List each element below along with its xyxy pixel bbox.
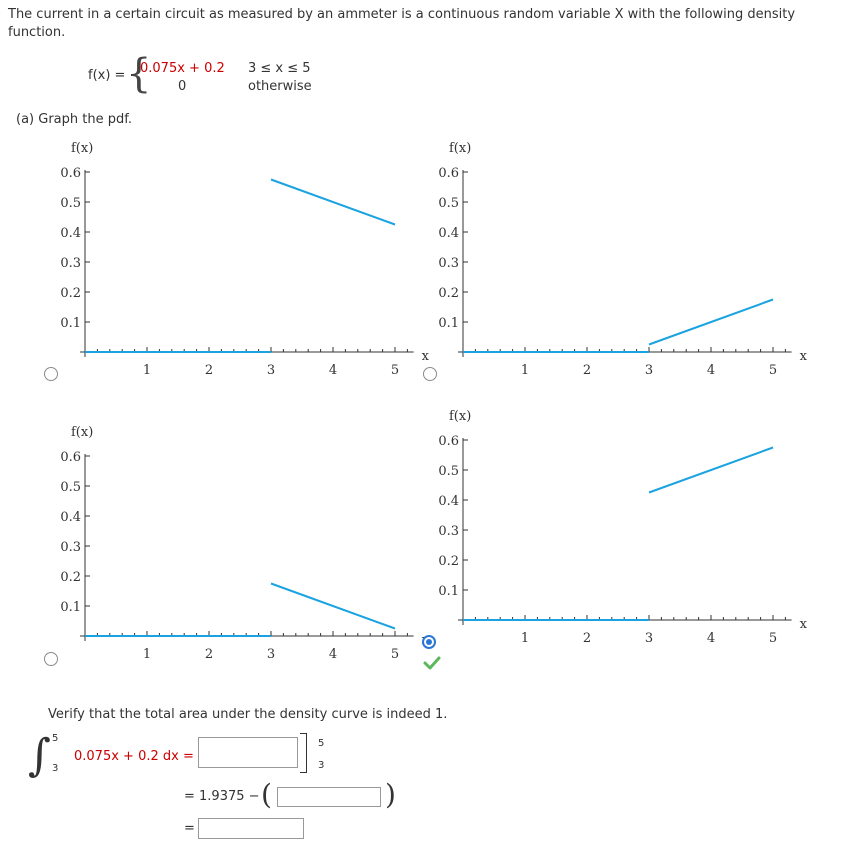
close-paren: ) — [385, 778, 396, 811]
y-axis-label: f(x) — [71, 425, 94, 440]
y-tick-label: 0.5 — [438, 464, 459, 479]
verify-text: Verify that the total area under the density curve is indeed 1. — [48, 707, 448, 722]
radio-graph-2[interactable] — [423, 367, 437, 381]
x-tick-label: 3 — [266, 647, 276, 662]
density-segment — [649, 300, 773, 345]
y-tick-label: 0.2 — [438, 286, 459, 301]
x-axis-label: x — [799, 349, 807, 364]
y-tick-label: 0.3 — [60, 256, 81, 271]
y-tick-label: 0.3 — [60, 540, 81, 555]
y-tick-label: 0.6 — [60, 450, 81, 465]
y-tick-label: 0.3 — [438, 256, 459, 271]
y-axis-label: f(x) — [449, 409, 472, 424]
x-tick-label: 1 — [520, 631, 530, 646]
graph-option-2 — [418, 132, 818, 382]
antiderivative-input[interactable] — [198, 737, 298, 768]
y-tick-label: 0.6 — [60, 166, 81, 181]
x-tick-label: 5 — [390, 647, 400, 662]
y-tick-label: 0.3 — [438, 524, 459, 539]
y-tick-label: 0.1 — [60, 316, 81, 331]
second-equals: = — [184, 821, 195, 836]
y-tick-label: 0.1 — [60, 600, 81, 615]
x-tick-label: 2 — [582, 363, 592, 378]
y-tick-label: 0.6 — [438, 166, 459, 181]
x-tick-label: 3 — [644, 631, 654, 646]
y-tick-label: 0.1 — [438, 584, 459, 599]
x-tick-label: 4 — [706, 363, 716, 378]
y-tick-label: 0.2 — [60, 570, 81, 585]
y-tick-label: 0.2 — [438, 554, 459, 569]
x-axis-label: x — [799, 617, 807, 632]
x-tick-label: 3 — [266, 363, 276, 378]
open-paren: ( — [261, 778, 272, 811]
integral-lower-limit: 3 — [52, 763, 59, 774]
total-area-input[interactable] — [198, 818, 304, 839]
bracket-upper-limit: 5 — [318, 738, 325, 749]
x-tick-label: 1 — [142, 647, 152, 662]
density-segment — [271, 180, 395, 225]
integrand-expression: 0.075x + 0.2 dx = — [74, 749, 194, 764]
radio-graph-4[interactable] — [422, 635, 436, 649]
y-tick-label: 0.6 — [438, 434, 459, 449]
fx-label: f(x) = — [88, 68, 126, 83]
radio-graph-1[interactable] — [44, 367, 58, 381]
case2-expression: 0 — [178, 79, 187, 94]
x-tick-label: 1 — [520, 363, 530, 378]
case1-condition: 3 ≤ x ≤ 5 — [248, 61, 311, 76]
case1-expression: 0.075x + 0.2 — [140, 61, 225, 76]
y-tick-label: 0.2 — [60, 286, 81, 301]
x-tick-label: 4 — [328, 363, 338, 378]
y-tick-label: 0.4 — [60, 510, 81, 525]
x-tick-label: 3 — [644, 363, 654, 378]
case2-condition: otherwise — [248, 79, 312, 94]
y-tick-label: 0.5 — [60, 196, 81, 211]
x-axis-label: x — [421, 349, 429, 364]
radio-graph-3[interactable] — [44, 652, 58, 666]
x-tick-label: 5 — [768, 363, 778, 378]
y-axis-label: f(x) — [71, 141, 94, 156]
bracket-lower-limit: 3 — [318, 760, 325, 771]
x-tick-label: 4 — [328, 647, 338, 662]
x-tick-label: 2 — [204, 363, 214, 378]
evaluation-bracket — [300, 733, 307, 773]
y-tick-label: 0.4 — [438, 226, 459, 241]
integral-upper-limit: 5 — [52, 733, 59, 744]
graph-option-1 — [40, 132, 440, 382]
x-tick-label: 2 — [204, 647, 214, 662]
y-axis-label: f(x) — [449, 141, 472, 156]
checkmark-icon — [423, 656, 441, 670]
y-tick-label: 0.4 — [60, 226, 81, 241]
graph-option-3 — [40, 416, 440, 666]
graph-option-4 — [418, 400, 818, 650]
intro-text-line2: function. — [8, 25, 66, 40]
x-tick-label: 1 — [142, 363, 152, 378]
brace-symbol: { — [126, 51, 152, 97]
density-segment — [271, 584, 395, 629]
part-a-label: (a) Graph the pdf. — [16, 112, 132, 127]
density-segment — [649, 448, 773, 493]
x-tick-label: 4 — [706, 631, 716, 646]
x-tick-label: 5 — [768, 631, 778, 646]
intro-text-line1: The current in a certain circuit as measured by an ammeter is a continuous random variable X with the following density — [8, 7, 796, 22]
first-equals-line: = 1.9375 − — [184, 789, 260, 804]
x-tick-label: 5 — [390, 363, 400, 378]
y-tick-label: 0.5 — [438, 196, 459, 211]
integral-sign: ∫ — [28, 730, 51, 781]
x-tick-label: 2 — [582, 631, 592, 646]
lower-eval-input[interactable] — [277, 787, 381, 807]
y-tick-label: 0.5 — [60, 480, 81, 495]
y-tick-label: 0.4 — [438, 494, 459, 509]
y-tick-label: 0.1 — [438, 316, 459, 331]
